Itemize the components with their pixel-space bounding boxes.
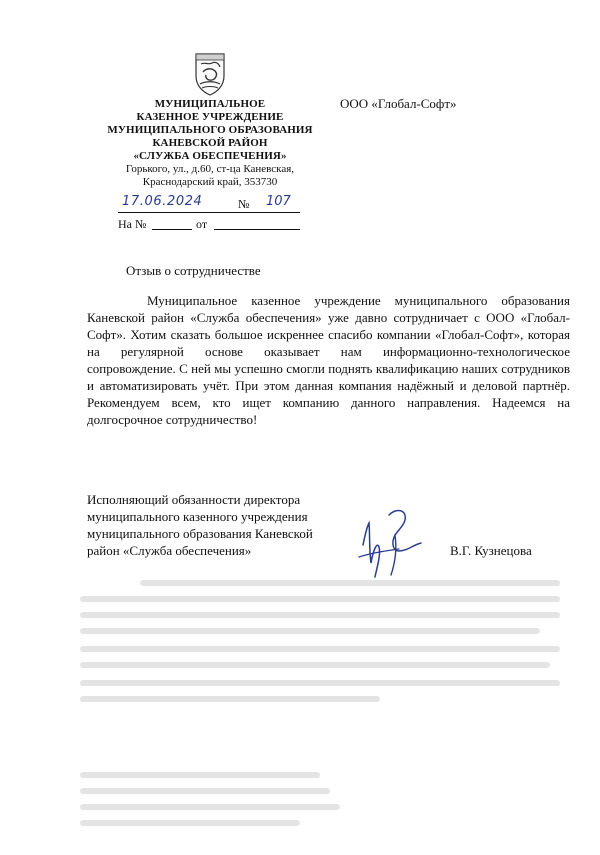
- reply-number-label: На №: [118, 217, 147, 231]
- letter-body: Муниципальное казенное учреждение муниципального образования Каневской район «Служба обеспечения» уже давно сотрудничает с ООО «Глобал-Софт». Хотим сказать большое искреннее спасибо компании «Глобал-Софт», которая на регулярной основе оказывает нам информационно-технологическое сопровождение. С ней мы успешно смогли поднять квалификацию наших сотрудников и автоматизировать учёт. При этом данная компания надёжный и деловой партнёр. Рекомендуем всем, кто ищет компанию данного направления. Надеемся на долгосрочное сотрудничество!: [87, 293, 570, 427]
- org-name-line: МУНИЦИПАЛЬНОЕ: [154, 98, 266, 110]
- reply-date-underline: [214, 229, 300, 230]
- date-number-underline: [118, 212, 300, 213]
- sender-block: [100, 98, 320, 189]
- signer-position-line: Исполняющий обязанности директора: [87, 492, 301, 507]
- signer-position-line: район «Служба обеспечения»: [87, 543, 252, 558]
- reply-registration: [118, 217, 300, 233]
- org-name-line: КАЗЕННОЕ УЧРЕЖДЕНИЕ: [136, 111, 284, 123]
- handwritten-date: 17.06.2024: [122, 194, 203, 209]
- reply-from-label: от: [196, 217, 208, 231]
- org-name-line: «СЛУЖБА ОБЕСПЕЧЕНИЯ»: [133, 150, 287, 162]
- signer-position: [87, 491, 367, 559]
- number-label: №: [238, 197, 250, 211]
- address-line: Краснодарский край, 353730: [142, 176, 278, 188]
- letter-subject: Отзыв о сотрудничестве: [126, 263, 261, 278]
- outgoing-registration: [118, 194, 300, 213]
- reply-number-underline: [152, 229, 192, 230]
- org-name-line: КАНЕВСКОЙ РАЙОН: [152, 137, 268, 149]
- signer-position-line: муниципального образования Каневской: [87, 526, 313, 541]
- handwritten-signature-icon: [355, 505, 430, 585]
- coat-of-arms-icon: [190, 50, 230, 96]
- recipient: ООО «Глобал-Софт»: [340, 96, 457, 111]
- signer-name: В.Г. Кузнецова: [450, 543, 532, 558]
- address-line: Горького, ул., д.60, ст-ца Каневская,: [125, 163, 295, 175]
- handwritten-number: 107: [266, 194, 291, 209]
- signer-position-line: муниципального казенного учреждения: [87, 509, 308, 524]
- org-name-line: МУНИЦИПАЛЬНОГО ОБРАЗОВАНИЯ: [107, 124, 313, 136]
